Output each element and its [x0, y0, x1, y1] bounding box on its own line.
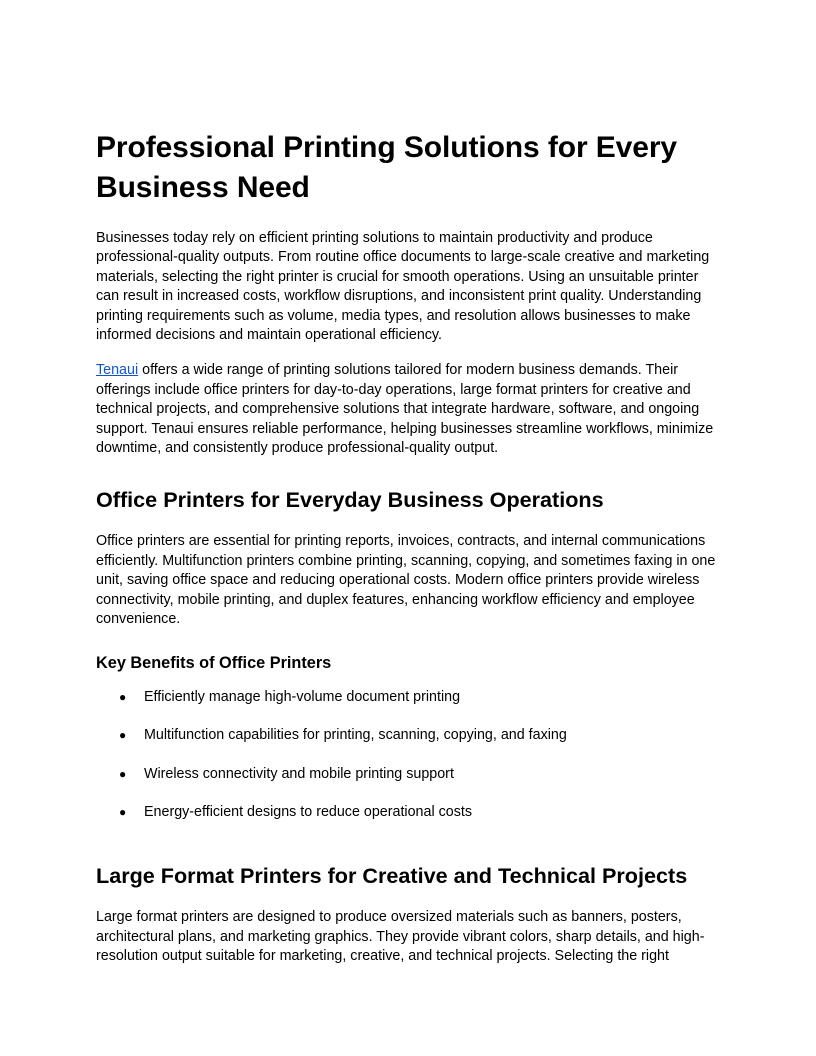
- list-item: [96, 765, 720, 784]
- bullet-icon: ●: [119, 805, 127, 820]
- key-benefits-heading: Key Benefits of Office Printers: [96, 653, 332, 672]
- intro-paragraph: Businesses today rely on efficient printing solutions to maintain productivity and produce professional-quality outputs. From routine office documents to large-scale creative and marketing materials, selecting the right printer is crucial for smooth operations. Using an unsuitable printer can result in increased costs, workflow disruptions, and inconsistent print quality. Understanding printing requirements such as volume, media types, and resolution allows businesses to make informed decisions and maintain operational efficiency.: [96, 230, 710, 344]
- large-format-paragraph: Large format printers are designed to produce oversized materials such as banners, posters, architectural plans, and marketing graphics. They provide vibrant colors, sharp details, and high-resolution output suitable for marketing, creative, and technical projects. Selecting the right: [96, 909, 705, 965]
- bullet-icon: ●: [119, 689, 127, 704]
- office-printers-heading: [96, 486, 720, 514]
- tenaui-link[interactable]: Tenaui: [96, 362, 139, 379]
- bullet-icon: ●: [119, 766, 127, 781]
- office-printers-heading-text: Office Printers for Everyday Business Operations: [96, 487, 604, 513]
- list-item: [96, 726, 720, 745]
- list-item-text: Multifunction capabilities for printing, scanning, copying, and faxing: [144, 727, 567, 744]
- large-format-heading-text: Large Format Printers for Creative and Technical Projects: [96, 863, 688, 889]
- benefits-list: [96, 688, 720, 823]
- tenaui-paragraph-text: offers a wide range of printing solutions tailored for modern business demands. Their offerings include office printers for day-to-day operations, large format printers for creative and technical projects, and comprehensive solutions that integrate hardware, software, and ongoing support. Tenaui ensures reliable performance, helping businesses streamline workflows, minimize downtime, and consistently produce professional-quality output.: [96, 362, 714, 457]
- list-item-text: Energy-efficient designs to reduce operational costs: [144, 804, 472, 821]
- list-item-text: Efficiently manage high-volume document printing: [144, 688, 461, 705]
- list-item: [96, 688, 720, 707]
- document-title: Professional Printing Solutions for Every Business Need: [96, 131, 678, 204]
- bullet-icon: ●: [119, 728, 127, 743]
- list-item-text: Wireless connectivity and mobile printing support: [144, 765, 454, 782]
- tenaui-paragraph: [96, 361, 720, 458]
- office-printers-paragraph: Office printers are essential for printing reports, invoices, contracts, and internal communications efficiently. Multifunction printers combine printing, scanning, copying, and sometimes faxing in one unit, saving office space and reducing operational costs. Modern office printers provide wireless connectivity, mobile printing, and duplex features, enhancing workflow efficiency and employee convenience.: [96, 533, 716, 628]
- list-item: [96, 803, 720, 822]
- large-format-heading: [96, 862, 720, 890]
- document-page: [96, 128, 720, 983]
